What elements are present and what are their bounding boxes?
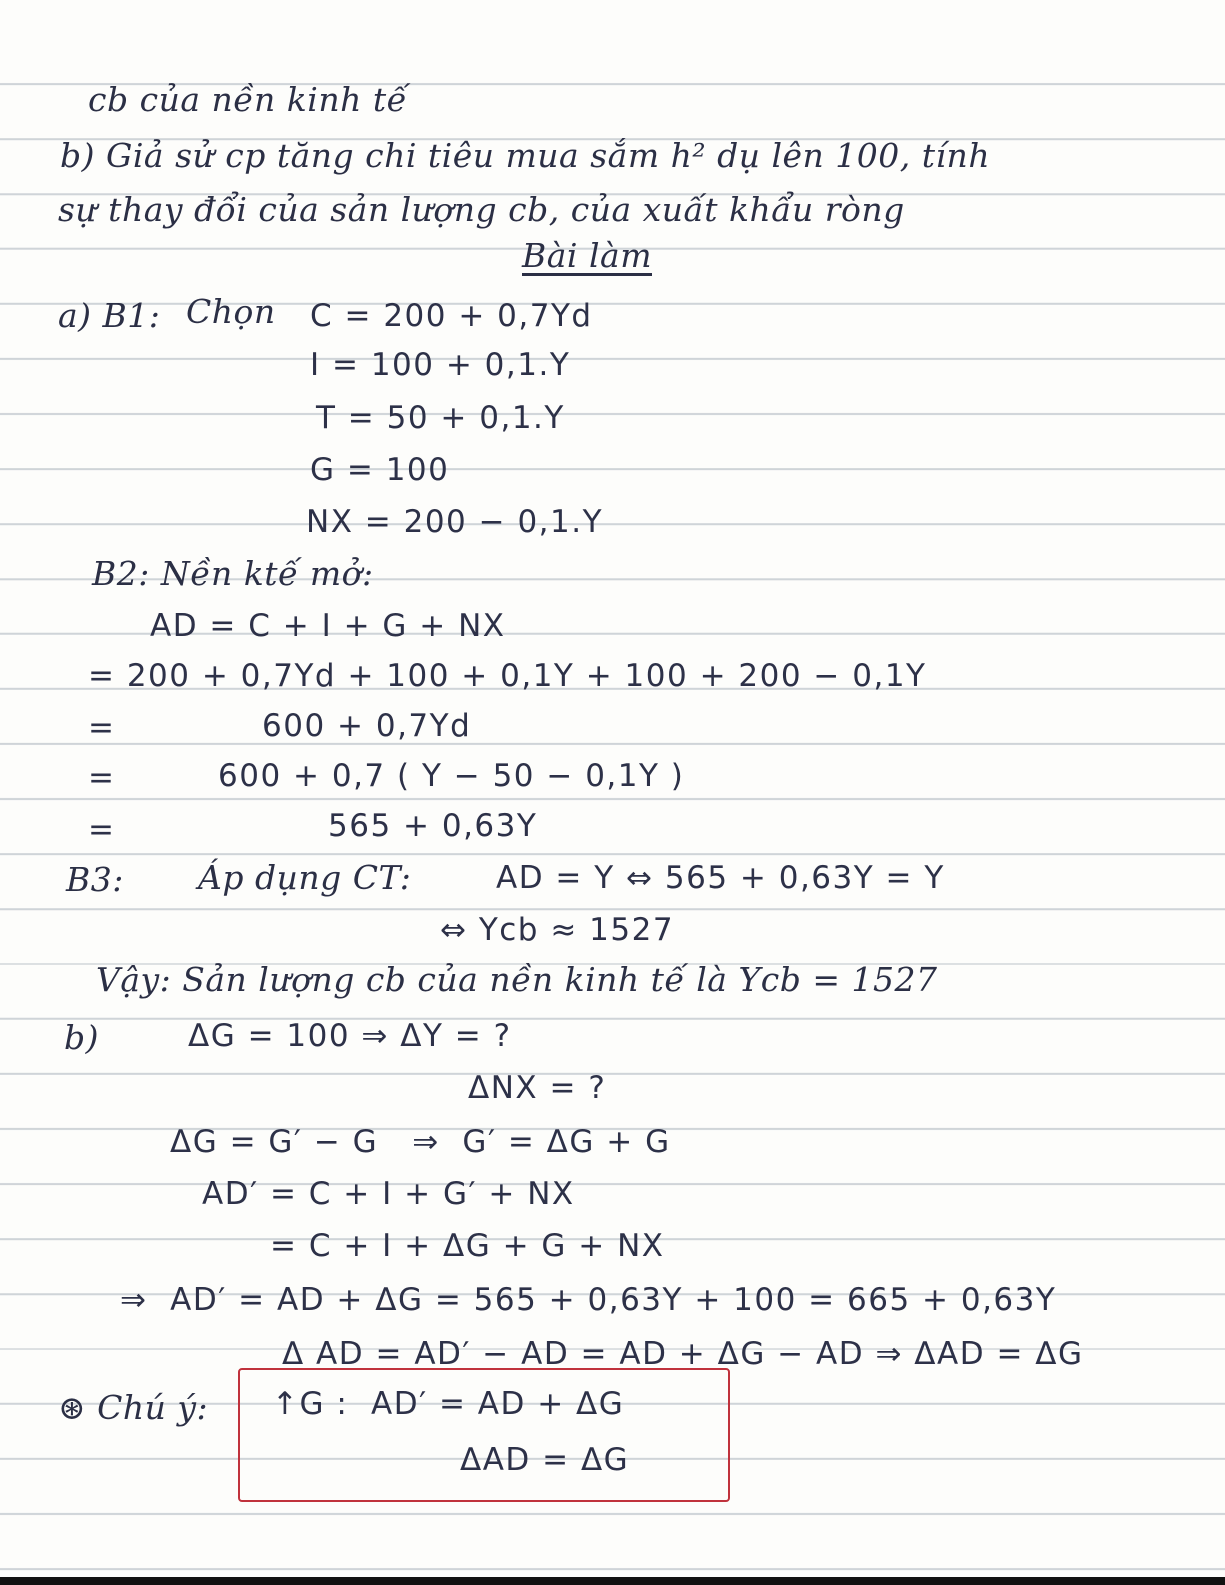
eq-investment: I = 100 + 0,1.Y bbox=[310, 347, 571, 383]
bottom-edge bbox=[0, 1577, 1225, 1585]
b-delta-g: ΔG = 100 ⇒ ΔY = ? bbox=[188, 1018, 512, 1054]
b-delta-ad: Δ AD = AD′ − AD = AD + ΔG − AD ⇒ ΔAD = ΔG bbox=[282, 1336, 1084, 1372]
b2-label: B2: Nền ktế mở: bbox=[92, 554, 374, 593]
y-equilibrium: ⇔ Ycb ≈ 1527 bbox=[440, 912, 675, 948]
eq-tax: T = 50 + 0,1.Y bbox=[316, 400, 565, 436]
part-b-label: b) bbox=[64, 1018, 99, 1057]
ad-line-4: 600 + 0,7 ( Y − 50 − 0,1Y ) bbox=[218, 758, 685, 794]
note-line-1: ↑G : AD′ = AD + ΔG bbox=[272, 1386, 625, 1422]
b-delta-nx: ΔNX = ? bbox=[468, 1070, 607, 1106]
heading-bai-lam: Bài làm bbox=[522, 236, 652, 275]
b3-equation: AD = Y ⇔ 565 + 0,63Y = Y bbox=[496, 860, 945, 896]
ad-line-5: 565 + 0,63Y bbox=[328, 808, 538, 844]
note-label: ⊛ Chú ý: bbox=[58, 1388, 209, 1427]
eq-consumption: C = 200 + 0,7Yd bbox=[310, 298, 593, 334]
b3-text: Áp dụng CT: bbox=[198, 858, 412, 897]
b-g-prime: ΔG = G′ − G ⇒ G′ = ΔG + G bbox=[170, 1124, 671, 1160]
ad-line-2: = 200 + 0,7Yd + 100 + 0,1Y + 100 + 200 − 0,1Y bbox=[88, 658, 927, 694]
ad-line-4-eq: = bbox=[88, 760, 116, 796]
ad-line-3: 600 + 0,7Yd bbox=[262, 708, 472, 744]
ad-line-5-eq: = bbox=[88, 812, 116, 848]
ad-line-3-eq: = bbox=[88, 710, 116, 746]
b-ad-prime-2: = C + I + ΔG + G + NX bbox=[270, 1228, 665, 1264]
b-ad-prime-1: AD′ = C + I + G′ + NX bbox=[202, 1176, 575, 1212]
eq-net-export: NX = 200 − 0,1.Y bbox=[306, 504, 604, 540]
conclusion-line: Vậy: Sản lượng cb của nền kinh tế là Ycb = 1527 bbox=[96, 960, 938, 999]
line-1: cb của nền kinh tế bbox=[88, 80, 408, 119]
b3-label: B3: bbox=[66, 860, 124, 899]
note-line-2: ΔAD = ΔG bbox=[460, 1442, 630, 1478]
eq-government: G = 100 bbox=[310, 452, 450, 488]
part-a-label: a) B1: bbox=[58, 296, 161, 335]
chon-label: Chọn bbox=[186, 292, 276, 331]
line-3: sự thay đổi của sản lượng cb, của xuất khẩu ròng bbox=[58, 190, 905, 229]
ad-line-1: AD = C + I + G + NX bbox=[150, 608, 506, 644]
line-2: b) Giả sử cp tăng chi tiêu mua sắm h² dụ lên 100, tính bbox=[60, 136, 991, 175]
b-ad-prime-3: ⇒ AD′ = AD + ΔG = 565 + 0,63Y + 100 = 665 + 0,63Y bbox=[120, 1282, 1057, 1318]
